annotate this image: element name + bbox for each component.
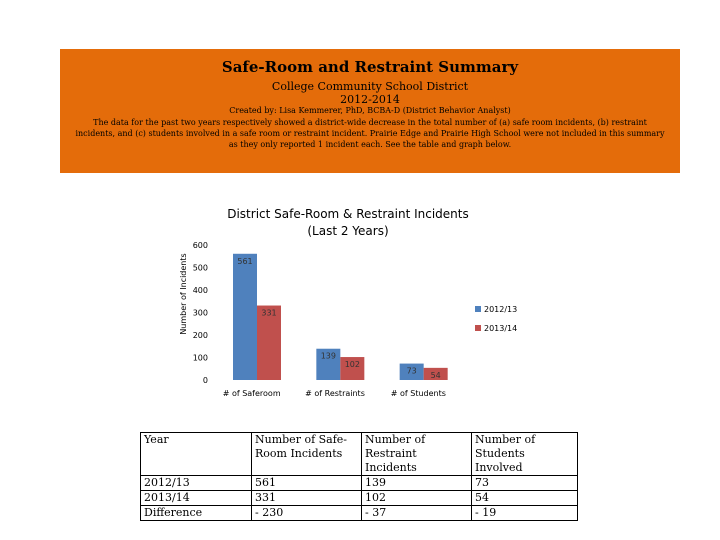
table-cell: - 19 — [472, 506, 578, 521]
data-label: 54 — [430, 370, 441, 380]
y-tick-label: 500 — [192, 263, 208, 273]
district-name: College Community School District — [271, 80, 469, 93]
legend-swatch-1 — [475, 325, 481, 331]
y-tick-label: 600 — [192, 241, 208, 250]
table-row — [141, 491, 578, 506]
plot-area — [193, 241, 448, 398]
legend-label-0: 2012/13 — [484, 305, 518, 314]
data-label: 139 — [320, 351, 336, 361]
data-label: 73 — [406, 366, 417, 376]
y-tick-label: 100 — [192, 353, 208, 363]
table-cell: 102 — [362, 491, 472, 506]
data-label: 331 — [261, 308, 277, 318]
x-tick-label: # of Saferoom — [222, 389, 281, 398]
chart-subtitle: (Last 2 Years) — [307, 224, 389, 238]
y-tick-label: 0 — [202, 376, 208, 385]
table-header-cell: Number of Safe-Room Incidents — [252, 433, 362, 476]
incidents-bar-chart — [170, 200, 570, 410]
y-tick-label: 200 — [192, 331, 208, 340]
table-header-cell: Year — [141, 433, 252, 476]
table-header-cell: Number of Restraint Incidents — [362, 433, 472, 476]
page-title: Safe-Room and Restraint Summary — [221, 58, 519, 76]
y-tick-label: 300 — [192, 308, 208, 318]
table-cell: 54 — [472, 491, 578, 506]
year-range: 2012-2014 — [340, 93, 400, 106]
table-header-cell: Number of Students Involved — [472, 433, 578, 476]
author-credit: Created by: Lisa Kemmerer, PhD, BCBA-D (District Behavior Analyst) — [229, 106, 511, 115]
table-cell: 561 — [252, 476, 362, 491]
data-label: 561 — [237, 256, 253, 266]
y-tick-label: 400 — [192, 286, 208, 295]
table-cell: 73 — [472, 476, 578, 491]
data-label: 102 — [344, 360, 360, 370]
bar-2012-13-0 — [233, 254, 257, 380]
table-row — [141, 476, 578, 491]
legend-swatch-0 — [475, 306, 481, 312]
table-cell: - 37 — [362, 506, 472, 521]
table-header-row — [141, 433, 578, 476]
table-cell: - 230 — [252, 506, 362, 521]
incidents-table — [140, 432, 578, 521]
table-cell: 331 — [252, 491, 362, 506]
table-cell: 2013/14 — [141, 491, 252, 506]
y-axis-label: Number of Incidents — [179, 253, 188, 335]
chart-legend — [475, 305, 517, 333]
x-tick-label: # of Restraints — [305, 389, 365, 398]
chart-title: District Safe-Room & Restraint Incidents — [227, 207, 469, 221]
table-cell: 139 — [362, 476, 472, 491]
summary-description: The data for the past two years respectively showed a district-wide decrease in the total number of (a) safe room incidents, (b) restraint incidents, and (c) students involved in a safe room or restraint incident. Prairie Edge and Prairie High School were not included in this summary as they only reported 1 incident each. See the table and graph below. — [75, 118, 665, 149]
summary-banner — [60, 49, 680, 173]
legend-label-1: 2013/14 — [484, 324, 518, 333]
table-cell: Difference — [141, 506, 252, 521]
table-cell: 2012/13 — [141, 476, 252, 491]
table-row — [141, 506, 578, 521]
x-tick-label: # of Students — [390, 389, 446, 398]
